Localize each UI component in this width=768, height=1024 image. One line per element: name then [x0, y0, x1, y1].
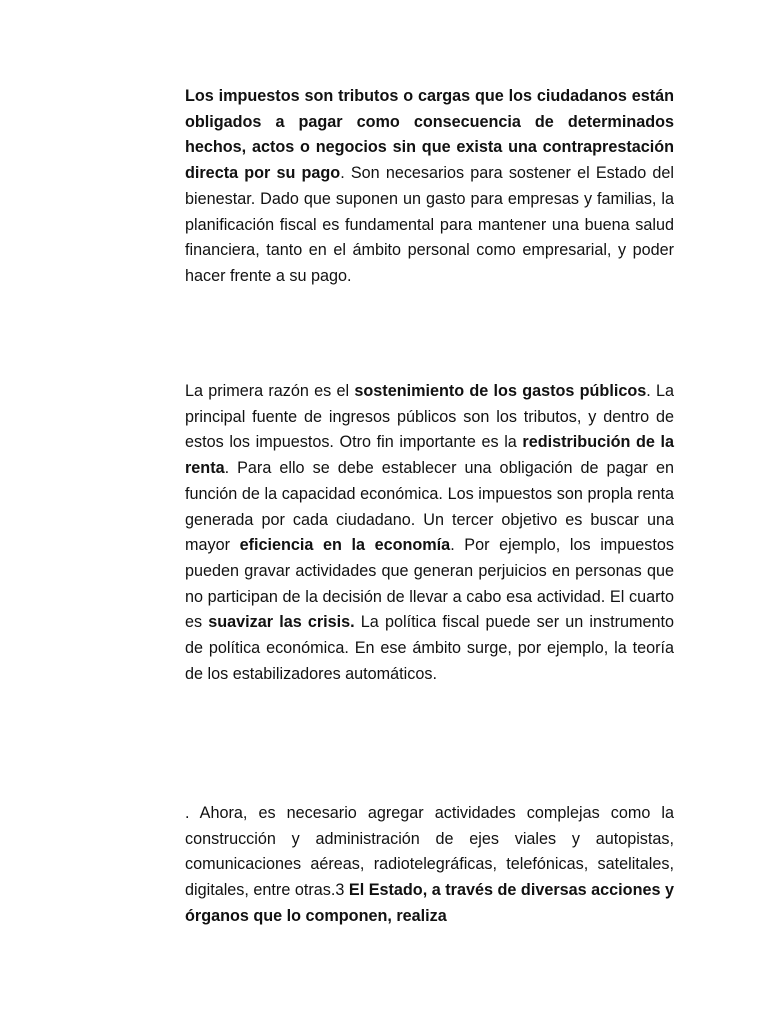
body-text: . La principal fuente de ingresos públicos son los tributos, y dentro de estos los impuestos. Otro fin importante es la: [185, 382, 674, 452]
body-text: . Para ello se debe establecer una obligación de pagar en función de la capacidad económica. Los impuestos son propla renta generada por cada ciudadano. Un tercer objetivo es buscar una mayor: [185, 459, 674, 555]
paragraph-impuestos-definicion: [185, 84, 674, 290]
bold-text: sostenimiento de los gastos públicos: [354, 382, 647, 400]
bold-text: eficiencia en la economía: [239, 536, 451, 555]
bold-text: El Estado, a través de diversas acciones y órganos que lo componen, realiza: [185, 881, 674, 925]
body-text: . Por ejemplo, los impuestos pueden gravar actividades que generan perjuicios en personas que no participan de la decisión de llevar a cabo esa actividad. El cuarto es: [185, 536, 674, 632]
body-text: La primera razón es el: [185, 382, 355, 400]
body-text: . Son necesarios para sostener el Estado del bienestar. Dado que suponen un gasto para empresas y familias, la planificación fiscal es fundamental para mantener una buena salud financiera, tanto en el ámbito personal como empresarial, y poder hacer frente a su pago.: [185, 164, 674, 285]
bold-text: redistribución de la renta: [185, 433, 674, 478]
bold-text: suavizar las crisis.: [208, 613, 355, 632]
bold-text: Los impuestos son tributos o cargas que los ciudadanos están obligados a pagar como consecuencia de determinados hechos, actos o negocios sin que exista una contraprestación directa por su pago: [185, 87, 674, 183]
paragraph-actividades-estado: [185, 801, 674, 930]
paragraph-razones: [185, 379, 674, 687]
body-text: La política fiscal puede ser un instrumento de política económica. En ese ámbito surge, por ejemplo, la teoría de los estabilizadores automáticos.: [185, 613, 674, 683]
body-text: . Ahora, es necesario agregar actividades complejas como la construcción y administración de ejes viales y autopistas, comunicaciones aéreas, radiotelegráficas, telefónicas, satelitales, digitales, entre otras.3: [185, 804, 674, 900]
